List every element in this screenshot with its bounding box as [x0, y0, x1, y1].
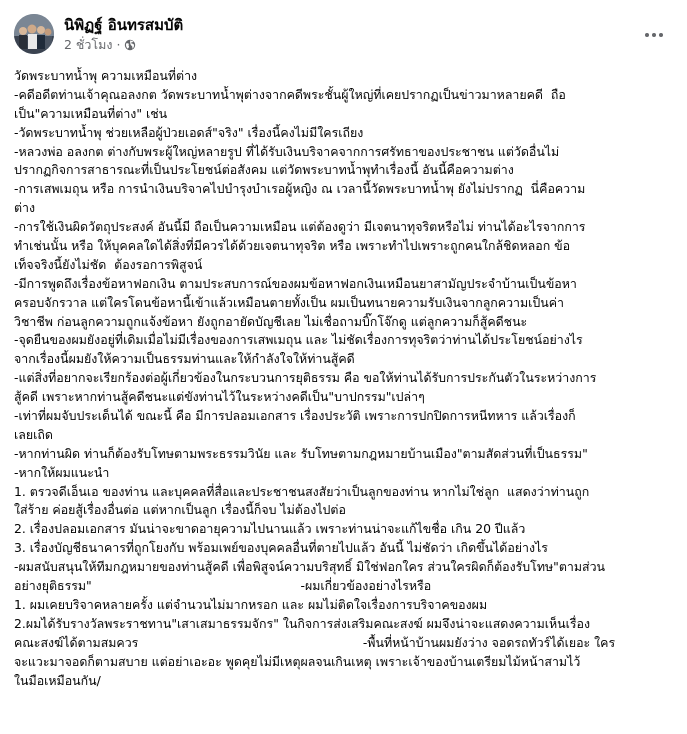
post-text-line: 3. เรื่องบัญชีธนาคารที่ถูกโยงกับ พร้อมเพย์ของบุคคลอื่นที่ตายไปแล้ว อันนี้ ไม่ชัดว่า เกิดขึ้นได้อย่างไร: [14, 540, 548, 556]
post-text-line: ต่าง: [14, 200, 36, 216]
post-text-line: -คดีอดีตท่านเจ้าคุณอลงกต วัดพระบาทน้ำพุต่างจากคดีพระชั้นผู้ใหญ่ที่เคยปรากฏเป็นข่าวมาหลายคดี ถือ: [14, 86, 566, 102]
post-text-line: -เท่าที่ผมจับประเด็นได้ ขณะนี้ คือ มีการปลอมเอกสาร เรื่องประวัติ เพราะการปกปิดการหนีทหาร แล้วเรื่องก็: [14, 408, 576, 424]
post-text-line: วัดพระบาทน้ำพุ ความเหมือนที่ต่าง: [14, 68, 198, 83]
avatar[interactable]: [14, 14, 54, 54]
post-text-line: -แต่สิ่งที่อยากจะเรียกร้องต่อผู้เกี่ยวข้องในกระบวนการยุติธรรม คือ ขอให้ท่านได้รับการประกันตัวในระหว่างการ: [14, 370, 597, 386]
more-options-icon-dot: [645, 33, 649, 37]
post-text-line: -หากท่านผิด ท่านก็ต้องรับโทษตามพระธรรมวินัย และ รับโทษตามกฎหมายบ้านเมือง"ตามสัดส่วนที่เป็นธรรม": [14, 445, 588, 461]
post-text-line: สู้คดี เพราะหากท่านสู้คดีชนะแต่ขังท่านไว้ในระหว่างคดีเป็น"บาปกรรม"เปล่าๆ: [14, 389, 425, 405]
post-body-text: [14, 67, 676, 690]
meta-separator: ·: [116, 37, 121, 52]
more-options-button[interactable]: [641, 22, 667, 48]
post-text-line: 2. เรื่องปลอมเอกสาร มันน่าจะขาดอายุความไปนานแล้ว เพราะท่านน่าจะแก้ไขชื่อ เกิน 20 ปีแล้ว: [14, 521, 526, 537]
post-text-line: -การใช้เงินผิดวัตถุประสงค์ อันนี้มี ถือเป็นความเหมือน แต่ต้องดูว่า มีเจตนาทุจริตหรือไม่ ท่านได้อะไรจากการ: [14, 219, 586, 235]
post-text-line: -วัดพระบาทน้ำพุ ช่วยเหลือผู้ป่วยเอดส์"จริง" เรื่องนี้คงไม่มีใครเถียง: [14, 124, 364, 140]
post-text-line: ปรากฏกิจการสาธารณะที่เป็นประโยชน์ต่อสังคม แต่วัดพระบาทน้ำพุทำเรื่องนี้ อันนี้คือความต่าง: [14, 162, 514, 178]
post-text-line: 1. ตรวจดีเอ็นเอ ของท่าน และบุคคลที่สื่อและประชาชนสงสัยว่าเป็นลูกของท่าน หากไม่ใช่ลูก แสดงว่าท่านถูก: [14, 483, 590, 499]
post-text-line: คณะสงฆ์ได้ตามสมควร -พื้นที่หน้าบ้านผมยังว่าง จอดรถทัวร์ได้เยอะ ใคร: [14, 634, 616, 650]
post-text-line: -การเสพเมถุน หรือ การนำเงินบริจาคไปบำรุงบำเรอผู้หญิง ณ เวลานี้วัดพระบาทน้ำพุ ยังไม่ปรากฏ นี่คือความ: [14, 181, 586, 197]
post-text-line: วิชาชีพ ก่อนลูกความถูกแจ้งข้อหา ยังถูกอายัดบัญชีเลย ไม่เชื่อถามบิ๊กโจ๊กดู แต่ลูกความก็สู้คดีชนะ: [14, 313, 528, 329]
post-meta: [64, 37, 136, 53]
avatar-image: [14, 14, 54, 54]
post-text-line: จากเรื่องนี้ผมยังให้ความเป็นธรรมท่านและให้กำลังใจให้ท่านสู้คดี: [14, 351, 355, 367]
post-text-line: ทำเช่นนั้น หรือ ให้บุคคลใดได้สิ่งที่มีควรได้ด้วยเจตนาทุจริต หรือ เพราะทำไปเพราะถูกคนใกล้ชิดหลอก ข้อ: [14, 238, 571, 254]
post-text-line: ใส่ร้าย ค่อยสู้เรื่องอื่นต่อ แต่หากเป็นลูก เรื่องนี้ก็จบ ไม่ต้องไปต่อ: [14, 502, 346, 518]
post-text-line: ครอบจักรวาล แต่ใครโดนข้อหานี้เข้าแล้วเหมือนตายทั้งเป็น ผมเป็นทนายความรับเงินจากลูกความเป็นค่า: [14, 294, 564, 310]
post-text-line: อย่างยุติธรรม" -ผมเกี่ยวข้องอย่างไรหรือ: [14, 578, 432, 594]
author-name[interactable]: นิพิฏฐ์ อินทรสมบัติ: [64, 16, 184, 34]
post-text-line: -หากให้ผมแนะนำ: [14, 464, 110, 480]
post-text-line: -หลวงพ่อ อลงกต ต่างกับพระผู้ใหญ่หลายรูป ที่ได้รับเงินบริจาคจากการศรัทธาของประชาชน แต่วัดอื่นไม่: [14, 143, 560, 159]
post-text-line: -จุดยืนของผมยังอยู่ที่เดิมเมื่อไม่มีเรื่องของการเสพเมถุน และ ไม่ชัดเรื่องการทุจริตว่าท่านได้ประโยชน์อย่างไร: [14, 332, 583, 348]
post-text-line: เป็น"ความเหมือนที่ต่าง" เช่น: [14, 105, 168, 121]
post-header: [14, 14, 673, 58]
post-time[interactable]: 2 ชั่วโมง: [64, 37, 113, 52]
post-text-line: เท็จจริงนี้ยังไม่ชัด ต้องรอการพิสูจน์: [14, 256, 203, 272]
post-text-line: ในมือเหมือนกัน/: [14, 672, 101, 688]
more-options-icon-dot: [652, 33, 656, 37]
globe-icon: [124, 39, 136, 51]
post-text-line: 1. ผมเคยบริจาคหลายครั้ง แต่จำนวนไม่มากหรอก และ ผมไม่ติดใจเรื่องการบริจาคของผม: [14, 596, 488, 612]
post-text-line: -ผมสนับสนุนให้ทีมกฎหมายของท่านสู้คดี เพื่อพิสูจน์ความบริสุทธิ์ มิใช่ฟอกใคร ส่วนใครผิดก็ต้องรับโทษ"ตามส่วน: [14, 559, 606, 575]
post-text-line: 2.ผมได้รับรางวัลพระราชทาน"เสาเสมาธรรมจักร" ในกิจการส่งเสริมคณะสงฆ์ ผมจึงน่าจะแสดงความเห็นเรื่อง: [14, 615, 591, 631]
post-text-line: -มีการพูดถึงเรื่องข้อหาฟอกเงิน ตามประสบการณ์ของผมข้อหาฟอกเงินเหมือนยาสามัญประจำบ้านเป็นข้อหา: [14, 275, 577, 291]
post-text-line: เลยเถิด: [14, 426, 53, 442]
more-options-icon-dot: [659, 33, 663, 37]
post-text-line: จะแวะมาจอดก็ตามสบาย แต่อย่าเอะอะ พูดคุยไม่มีเหตุผลจนเกินเหตุ เพราะเจ้าของบ้านเตรียมไม้หน้าสามไว้: [14, 653, 581, 669]
